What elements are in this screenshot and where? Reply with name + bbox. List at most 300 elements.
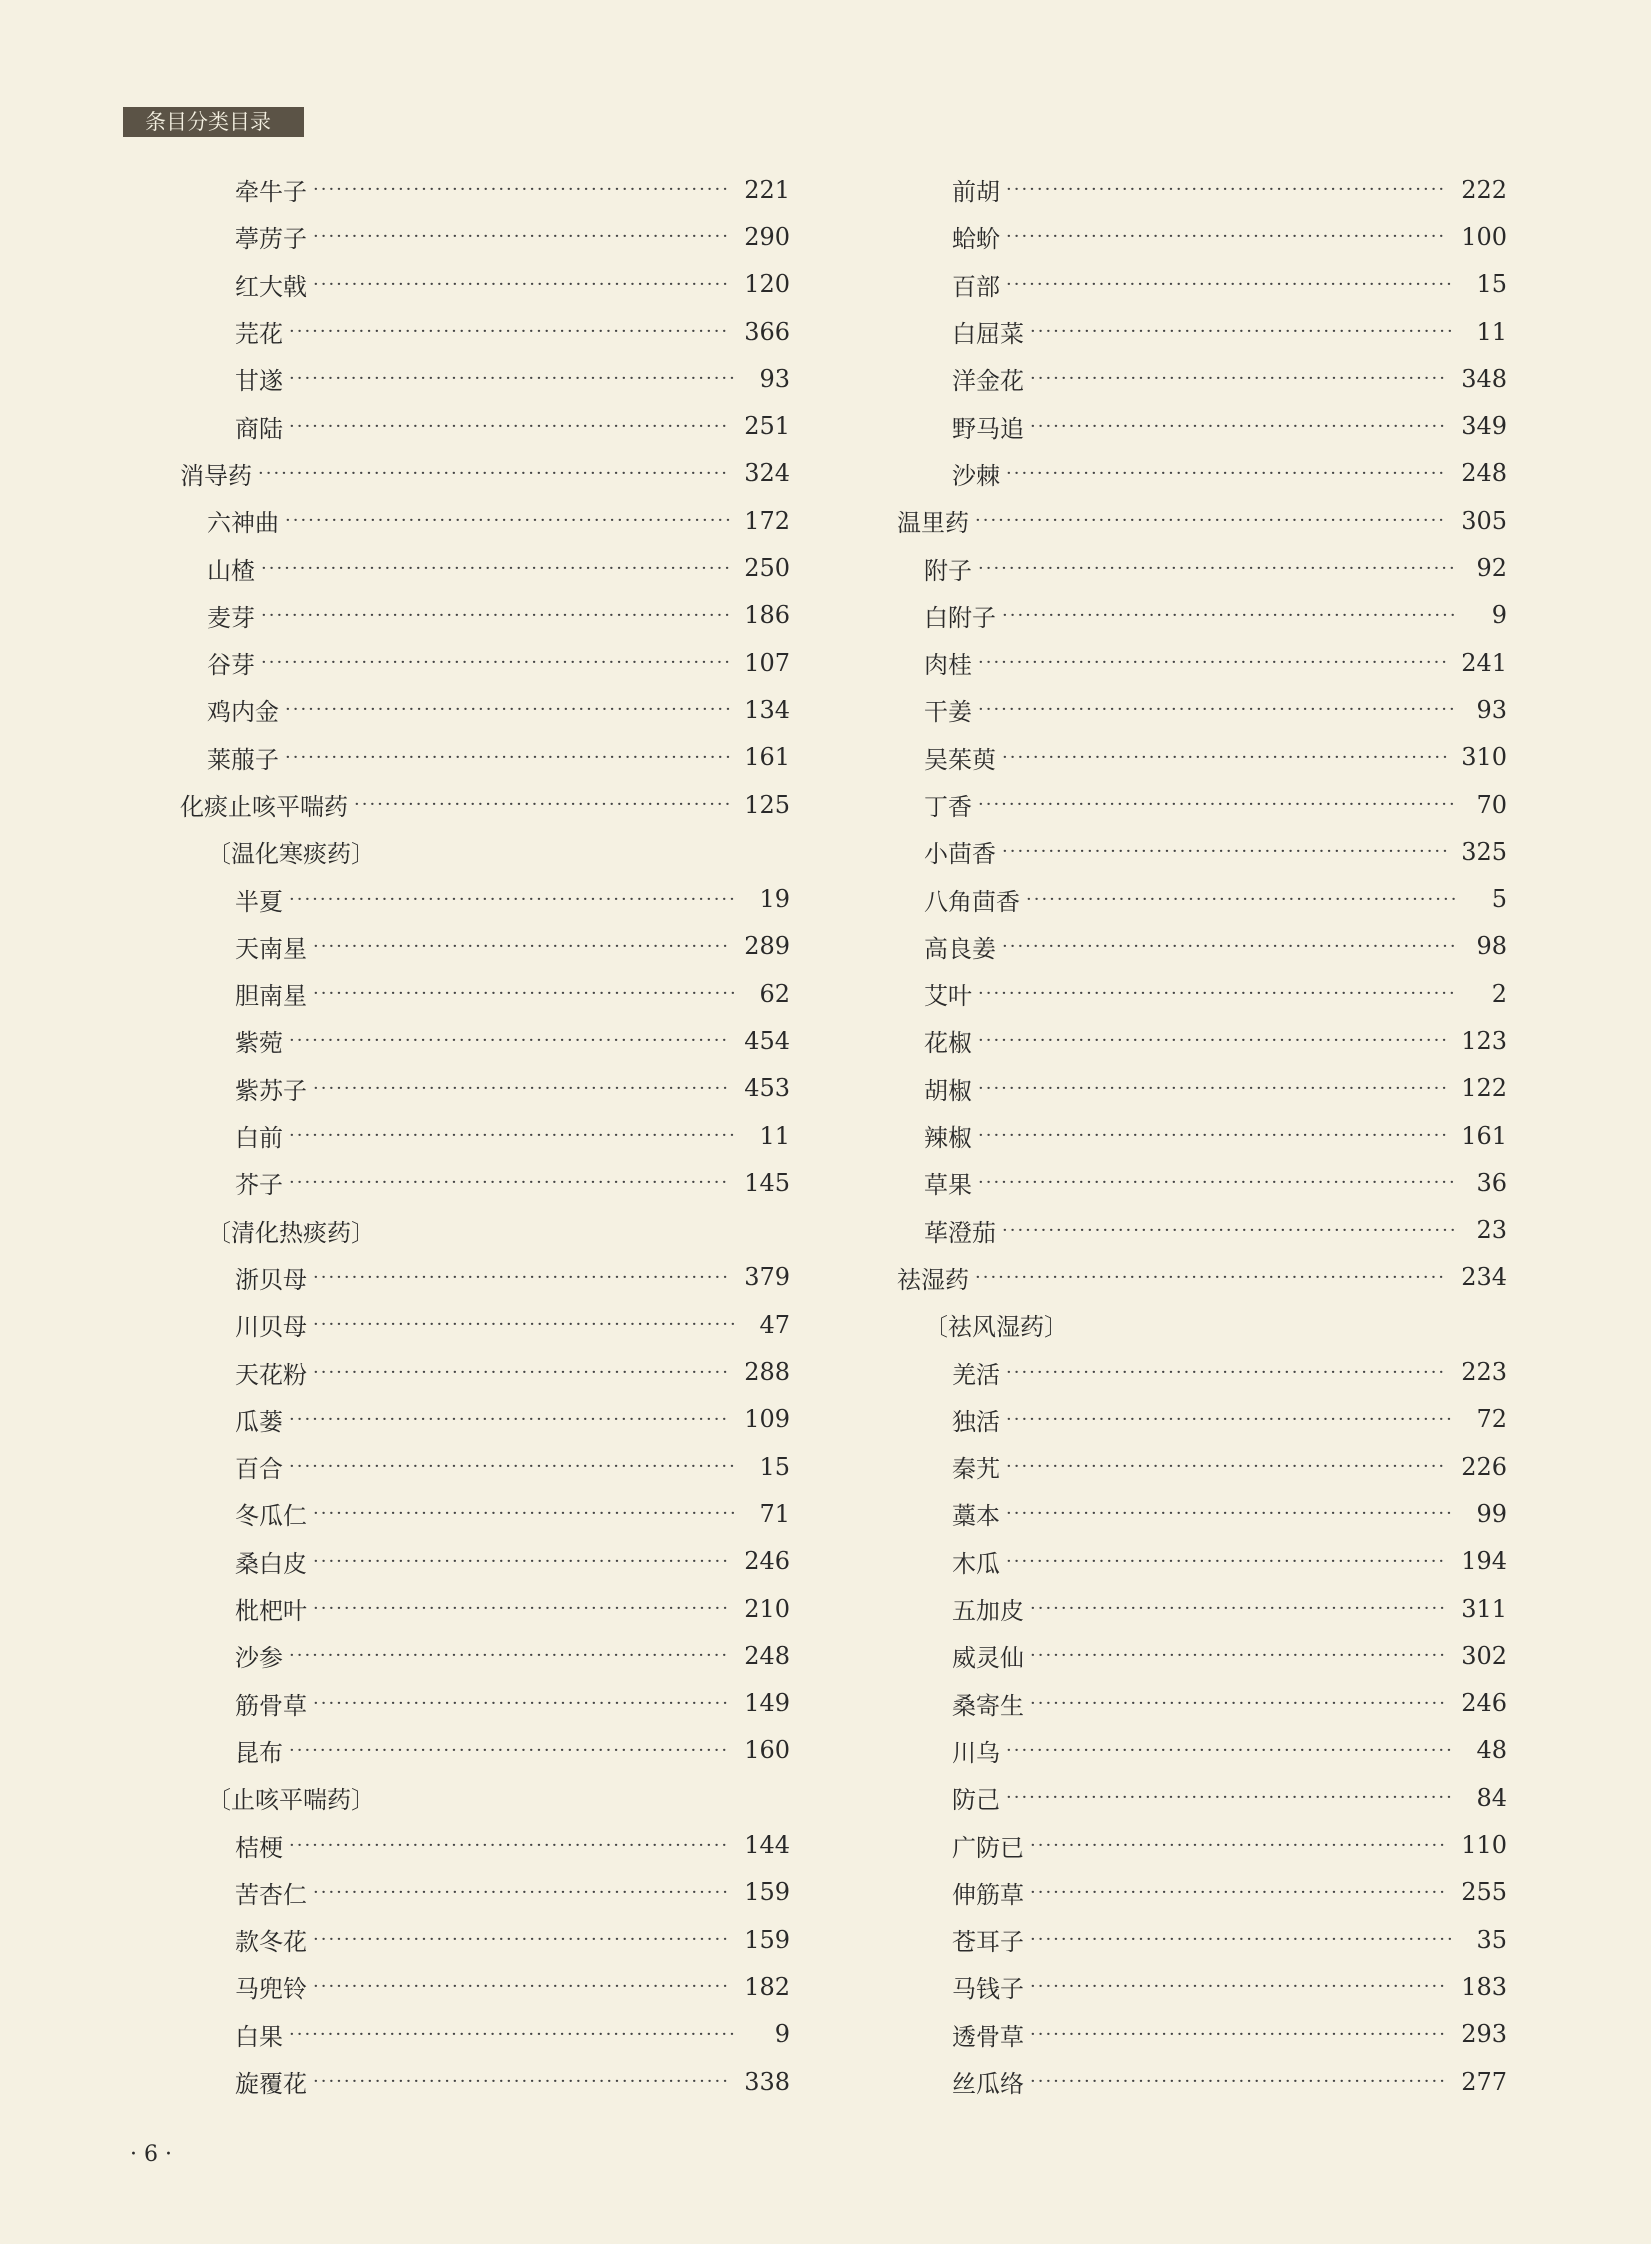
toc-entry-page: 62 <box>759 979 790 1008</box>
toc-entry[interactable] <box>180 1821 790 1868</box>
toc-leader-dots <box>1030 1882 1447 1903</box>
toc-entry-page: 84 <box>1476 1783 1507 1812</box>
toc-leader-dots <box>261 558 730 579</box>
toc-leader-dots <box>978 1078 1447 1099</box>
toc-entry[interactable] <box>897 781 1507 828</box>
toc-leader-dots <box>313 983 738 1004</box>
toc-entry[interactable] <box>897 166 1507 213</box>
toc-entry-page: 246 <box>744 1547 790 1576</box>
toc-entry-label: 辣椒 <box>924 1124 972 1153</box>
toc-entry[interactable] <box>180 544 790 591</box>
toc-entry-label: 草果 <box>924 1171 972 1200</box>
toc-entry-page: 98 <box>1476 932 1507 961</box>
toc-entry-label: 谷芽 <box>207 651 255 680</box>
toc-leader-dots <box>1006 1740 1455 1761</box>
toc-entry-page: 23 <box>1476 1216 1507 1245</box>
toc-subheading <box>180 1774 790 1821</box>
toc-entry-page: 36 <box>1476 1168 1507 1197</box>
toc-entry-label: 威灵仙 <box>952 1644 1024 1673</box>
toc-entry-page: 248 <box>1461 459 1507 488</box>
toc-entry[interactable] <box>180 2058 790 2105</box>
toc-entry-label: 艾叶 <box>924 982 972 1011</box>
toc-entry-page: 35 <box>1476 1925 1507 1954</box>
toc-entry-label: 广防已 <box>952 1833 1024 1862</box>
toc-leader-dots <box>1030 2024 1447 2045</box>
toc-entry-label: 芥子 <box>235 1171 283 1200</box>
toc-entry-label: 山楂 <box>207 556 255 585</box>
toc-leader-dots <box>1030 1929 1455 1950</box>
toc-leader-dots <box>289 1645 730 1666</box>
toc-leader-dots <box>289 416 730 437</box>
toc-entry-page: 120 <box>744 270 790 299</box>
toc-entry[interactable] <box>897 1916 1507 1963</box>
toc-entry-page: 93 <box>759 364 790 393</box>
toc-leader-dots <box>1006 1456 1447 1477</box>
toc-entry[interactable] <box>180 308 790 355</box>
toc-leader-dots <box>313 226 730 247</box>
toc-entry[interactable] <box>180 592 790 639</box>
toc-entry[interactable] <box>180 1396 790 1443</box>
toc-entry[interactable] <box>180 1443 790 1490</box>
toc-leader-dots <box>285 510 730 531</box>
toc-leader-dots <box>975 510 1447 531</box>
toc-leader-dots <box>289 1030 730 1051</box>
toc-leader-dots <box>978 1172 1455 1193</box>
toc-leader-dots <box>1006 1503 1455 1524</box>
toc-entry-page: 454 <box>744 1026 790 1055</box>
toc-entry-page: 226 <box>1461 1452 1507 1481</box>
toc-entry-page: 92 <box>1476 554 1507 583</box>
toc-entry[interactable] <box>897 1112 1507 1159</box>
toc-entry-label: 桑白皮 <box>235 1549 307 1578</box>
toc-entry-page: 302 <box>1461 1641 1507 1670</box>
toc-entry-page: 161 <box>1461 1121 1507 1150</box>
toc-entry-page: 348 <box>1461 364 1507 393</box>
toc-entry-label: 温里药 <box>897 509 969 538</box>
toc-leader-dots <box>1006 226 1447 247</box>
toc-entry-page: 349 <box>1461 412 1507 441</box>
toc-entry[interactable] <box>897 592 1507 639</box>
toc-entry[interactable] <box>180 970 790 1017</box>
toc-entry-page: 122 <box>1461 1074 1507 1103</box>
toc-leader-dots <box>289 1125 738 1146</box>
toc-entry[interactable] <box>180 686 790 733</box>
toc-entry-label: 麦芽 <box>207 603 255 632</box>
toc-entry-label: 附子 <box>924 556 972 585</box>
toc-leader-dots <box>1030 1976 1447 1997</box>
toc-leader-dots <box>978 652 1447 673</box>
toc-entry-page: 288 <box>744 1358 790 1387</box>
toc-entry-page: 19 <box>759 885 790 914</box>
toc-entry-label: 桑寄生 <box>952 1691 1024 1720</box>
toc-entry-label: 秦艽 <box>952 1455 1000 1484</box>
toc-entry[interactable] <box>180 1490 790 1537</box>
toc-leader-dots <box>289 2024 738 2045</box>
toc-entry-page: 15 <box>759 1452 790 1481</box>
toc-entry-page: 9 <box>1491 601 1507 630</box>
toc-entry-label: 羌活 <box>952 1360 1000 1389</box>
toc-entry[interactable] <box>897 1207 1507 1254</box>
toc-entry[interactable] <box>897 1490 1507 1537</box>
toc-entry-label: 蛤蚧 <box>952 225 1000 254</box>
toc-entry[interactable] <box>180 1254 790 1301</box>
toc-entry-label: 桔梗 <box>235 1833 283 1862</box>
toc-leader-dots <box>289 321 730 342</box>
toc-leader-dots <box>313 936 730 957</box>
toc-entry-label: 沙棘 <box>952 461 1000 490</box>
toc-entry-page: 72 <box>1476 1405 1507 1434</box>
toc-entry[interactable] <box>897 1774 1507 1821</box>
toc-entry[interactable] <box>180 1065 790 1112</box>
toc-entry-label: 花椒 <box>924 1029 972 1058</box>
toc-leader-dots <box>313 1598 730 1619</box>
toc-leader-dots <box>313 1362 730 1383</box>
toc-entry[interactable] <box>180 497 790 544</box>
toc-entry-label: 前胡 <box>952 178 1000 207</box>
toc-entry-label: 防己 <box>952 1786 1000 1815</box>
toc-entry[interactable] <box>180 1159 790 1206</box>
toc-entry[interactable] <box>897 1443 1507 1490</box>
toc-leader-dots <box>975 1267 1447 1288</box>
toc-entry[interactable] <box>180 166 790 213</box>
toc-entry[interactable] <box>897 2058 1507 2105</box>
toc-entry-page: 11 <box>1476 317 1507 346</box>
toc-leader-dots <box>1002 747 1447 768</box>
toc-leader-dots <box>978 983 1455 1004</box>
toc-entry-label: 沙参 <box>235 1644 283 1673</box>
toc-leader-dots <box>1030 321 1455 342</box>
toc-leader-dots <box>313 1976 730 1997</box>
toc-entry[interactable] <box>180 1727 790 1774</box>
toc-leader-dots <box>1006 1409 1455 1430</box>
toc-entry-page: 5 <box>1491 885 1507 914</box>
toc-entry-label: 马钱子 <box>952 1975 1024 2004</box>
toc-entry-page: 93 <box>1476 695 1507 724</box>
toc-entry[interactable] <box>180 1538 790 1585</box>
toc-subheading <box>180 1207 790 1254</box>
toc-leader-dots <box>978 699 1455 720</box>
toc-entry-label: 洋金花 <box>952 367 1024 396</box>
toc-entry-label: 红大戟 <box>235 272 307 301</box>
toc-entry[interactable] <box>180 781 790 828</box>
toc-entry[interactable] <box>180 1680 790 1727</box>
toc-entry[interactable] <box>180 1112 790 1159</box>
toc-entry-page: 149 <box>744 1689 790 1718</box>
toc-entry-page: 47 <box>759 1310 790 1339</box>
toc-leader-dots <box>313 1503 738 1524</box>
toc-entry[interactable] <box>897 1680 1507 1727</box>
toc-entry-page: 9 <box>774 2020 790 2049</box>
toc-entry-label: 〔止咳平喘药〕 <box>207 1786 375 1815</box>
toc-leader-dots <box>313 2071 730 2092</box>
toc-entry[interactable] <box>897 970 1507 1017</box>
toc-leader-dots <box>1030 368 1447 389</box>
toc-entry-label: 伸筋草 <box>952 1880 1024 1909</box>
toc-entry-label: 六神曲 <box>207 509 279 538</box>
toc-entry[interactable] <box>180 1017 790 1064</box>
toc-entry-label: 紫苏子 <box>235 1076 307 1105</box>
toc-leader-dots <box>313 1882 730 1903</box>
toc-entry-page: 182 <box>744 1972 790 2001</box>
toc-entry-label: 百合 <box>235 1455 283 1484</box>
toc-entry-page: 100 <box>1461 222 1507 251</box>
toc-entry-label: 商陆 <box>235 414 283 443</box>
toc-entry-page: 161 <box>744 743 790 772</box>
toc-entry[interactable] <box>180 450 790 497</box>
toc-entry[interactable] <box>897 1538 1507 1585</box>
toc-entry[interactable] <box>180 1869 790 1916</box>
toc-entry[interactable] <box>897 402 1507 449</box>
toc-entry-label: 冬瓜仁 <box>235 1502 307 1531</box>
toc-entry[interactable] <box>897 450 1507 497</box>
toc-entry[interactable] <box>897 261 1507 308</box>
toc-entry-label: 白附子 <box>924 603 996 632</box>
toc-leader-dots <box>289 1456 738 1477</box>
toc-entry-label: 百部 <box>952 272 1000 301</box>
toc-entry-page: 338 <box>744 2067 790 2096</box>
toc-entry[interactable] <box>897 639 1507 686</box>
toc-entry-label: 干姜 <box>924 698 972 727</box>
toc-entry[interactable] <box>897 355 1507 402</box>
toc-entry-page: 453 <box>744 1074 790 1103</box>
toc-subheading <box>897 1301 1507 1348</box>
toc-entry-label: 天南星 <box>235 934 307 963</box>
toc-entry-page: 109 <box>744 1405 790 1434</box>
toc-leader-dots <box>1006 179 1447 200</box>
toc-leader-dots <box>1030 1835 1447 1856</box>
toc-entry-label: 芫花 <box>235 320 283 349</box>
toc-entry[interactable] <box>180 1916 790 1963</box>
toc-entry-page: 160 <box>744 1736 790 1765</box>
toc-entry-label: 八角茴香 <box>924 887 1020 916</box>
toc-entry[interactable] <box>897 1585 1507 1632</box>
toc-entry-page: 250 <box>744 554 790 583</box>
toc-entry-page: 293 <box>1461 2020 1507 2049</box>
toc-entry[interactable] <box>897 1396 1507 1443</box>
toc-entry-label: 小茴香 <box>924 840 996 869</box>
toc-entry[interactable] <box>897 544 1507 591</box>
toc-entry-label: 胆南星 <box>235 982 307 1011</box>
toc-entry-page: 210 <box>744 1594 790 1623</box>
toc-leader-dots <box>1030 416 1447 437</box>
toc-entry[interactable] <box>180 1301 790 1348</box>
toc-entry[interactable] <box>897 923 1507 970</box>
toc-entry-label: 牵牛子 <box>235 178 307 207</box>
toc-entry[interactable] <box>897 1065 1507 1112</box>
toc-entry[interactable] <box>897 1869 1507 1916</box>
toc-entry[interactable] <box>897 497 1507 544</box>
toc-leader-dots <box>978 558 1455 579</box>
toc-entry-label: 半夏 <box>235 887 283 916</box>
toc-entry-page: 145 <box>744 1168 790 1197</box>
toc-entry[interactable] <box>180 2011 790 2058</box>
toc-leader-dots <box>1006 1787 1455 1808</box>
toc-entry[interactable] <box>897 1821 1507 1868</box>
toc-entry-page: 277 <box>1461 2067 1507 2096</box>
toc-entry-label: 川贝母 <box>235 1313 307 1342</box>
toc-leader-dots <box>261 652 730 673</box>
toc-leader-dots <box>258 463 730 484</box>
toc-entry-label: 苦杏仁 <box>235 1880 307 1909</box>
toc-entry[interactable] <box>180 1963 790 2010</box>
toc-entry-page: 2 <box>1491 979 1507 1008</box>
toc-right-column <box>897 166 1507 2105</box>
toc-entry[interactable] <box>897 1348 1507 1395</box>
toc-entry[interactable] <box>897 1963 1507 2010</box>
toc-entry[interactable] <box>897 686 1507 733</box>
toc-leader-dots <box>313 1929 730 1950</box>
toc-entry[interactable] <box>897 308 1507 355</box>
toc-entry-label: 〔祛风湿药〕 <box>924 1313 1068 1342</box>
toc-entry[interactable] <box>180 213 790 260</box>
toc-entry-label: 消导药 <box>180 461 252 490</box>
toc-entry-label: 肉桂 <box>924 651 972 680</box>
toc-entry[interactable] <box>180 1348 790 1395</box>
toc-leader-dots <box>1030 1645 1447 1666</box>
toc-entry-page: 99 <box>1476 1499 1507 1528</box>
toc-entry[interactable] <box>897 1017 1507 1064</box>
toc-entry-page: 305 <box>1461 506 1507 535</box>
toc-entry-label: 高良姜 <box>924 934 996 963</box>
toc-entry[interactable] <box>897 1159 1507 1206</box>
toc-entry[interactable] <box>897 2011 1507 2058</box>
toc-entry-page: 183 <box>1461 1972 1507 2001</box>
toc-leader-dots <box>261 605 730 626</box>
toc-entry-page: 290 <box>744 222 790 251</box>
toc-left-column <box>180 166 790 2105</box>
toc-entry[interactable] <box>897 1254 1507 1301</box>
toc-entry-page: 234 <box>1461 1263 1507 1292</box>
toc-leader-dots <box>313 1078 730 1099</box>
toc-leader-dots <box>1006 463 1447 484</box>
toc-leader-dots <box>289 1835 730 1856</box>
toc-leader-dots <box>978 1030 1447 1051</box>
toc-leader-dots <box>313 1551 730 1572</box>
toc-entry[interactable] <box>180 639 790 686</box>
toc-entry-label: 化痰止咳平喘药 <box>180 793 348 821</box>
toc-entry-page: 125 <box>744 790 790 819</box>
toc-leader-dots <box>1006 274 1455 295</box>
toc-entry-page: 324 <box>744 459 790 488</box>
toc-entry-page: 222 <box>1461 175 1507 204</box>
toc-entry-label: 莱菔子 <box>207 745 279 774</box>
toc-leader-dots <box>313 1267 730 1288</box>
toc-leader-dots <box>1002 605 1455 626</box>
toc-entry-label: 紫菀 <box>235 1029 283 1058</box>
toc-entry-page: 48 <box>1476 1736 1507 1765</box>
toc-entry-label: 旋覆花 <box>235 2070 307 2099</box>
toc-leader-dots <box>1026 889 1455 910</box>
toc-entry-label: 木瓜 <box>952 1549 1000 1578</box>
toc-entry-label: 丝瓜络 <box>952 2070 1024 2099</box>
toc-leader-dots <box>285 747 730 768</box>
toc-entry[interactable] <box>897 875 1507 922</box>
toc-entry-page: 366 <box>744 317 790 346</box>
toc-entry-label: 藁本 <box>952 1502 1000 1531</box>
toc-entry-page: 255 <box>1461 1878 1507 1907</box>
toc-subheading <box>180 828 790 875</box>
toc-leader-dots <box>1002 936 1455 957</box>
toc-entry[interactable] <box>180 261 790 308</box>
toc-entry[interactable] <box>180 355 790 402</box>
toc-entry[interactable] <box>897 828 1507 875</box>
toc-entry-label: 丁香 <box>924 793 972 821</box>
toc-entry-label: 白果 <box>235 2022 283 2051</box>
toc-entry[interactable] <box>897 1632 1507 1679</box>
toc-entry-label: 白屈菜 <box>952 320 1024 349</box>
toc-entry-page: 379 <box>744 1263 790 1292</box>
toc-entry-label: 胡椒 <box>924 1076 972 1105</box>
toc-entry-page: 159 <box>744 1878 790 1907</box>
toc-entry[interactable] <box>180 1585 790 1632</box>
toc-entry-page: 134 <box>744 695 790 724</box>
toc-entry-page: 186 <box>744 601 790 630</box>
toc-entry-label: 五加皮 <box>952 1597 1024 1626</box>
toc-entry-label: 昆布 <box>235 1738 283 1767</box>
toc-leader-dots <box>1030 1598 1447 1619</box>
toc-entry-label: 〔清化热痰药〕 <box>207 1218 375 1247</box>
toc-entry-label: 浙贝母 <box>235 1265 307 1294</box>
toc-entry-page: 70 <box>1476 790 1507 819</box>
toc-entry[interactable] <box>897 734 1507 781</box>
toc-leader-dots <box>978 794 1455 815</box>
toc-leader-dots <box>289 1409 730 1430</box>
toc-leader-dots <box>1002 1220 1455 1241</box>
toc-entry[interactable] <box>180 875 790 922</box>
toc-entry-label: 白前 <box>235 1124 283 1153</box>
toc-entry-page: 223 <box>1461 1358 1507 1387</box>
toc-entry-page: 311 <box>1461 1594 1507 1623</box>
toc-leader-dots <box>1030 2071 1447 2092</box>
toc-entry[interactable] <box>180 402 790 449</box>
toc-entry-label: 马兜铃 <box>235 1975 307 2004</box>
toc-entry-label: 吴茱萸 <box>924 745 996 774</box>
toc-entry-page: 11 <box>759 1121 790 1150</box>
toc-entry-page: 110 <box>1461 1831 1507 1860</box>
toc-entry[interactable] <box>180 923 790 970</box>
toc-entry[interactable] <box>897 213 1507 260</box>
toc-entry-page: 15 <box>1476 270 1507 299</box>
toc-entry-page: 123 <box>1461 1026 1507 1055</box>
toc-entry-page: 107 <box>744 648 790 677</box>
toc-entry-label: 枇杷叶 <box>235 1597 307 1626</box>
toc-entry-label: 川乌 <box>952 1738 1000 1767</box>
toc-leader-dots <box>1006 1551 1447 1572</box>
toc-leader-dots <box>289 368 738 389</box>
toc-entry-page: 159 <box>744 1925 790 1954</box>
toc-entry-page: 194 <box>1461 1547 1507 1576</box>
toc-entry-label: 苍耳子 <box>952 1928 1024 1957</box>
page-number: · 6 · <box>130 2142 172 2167</box>
toc-entry-page: 251 <box>744 412 790 441</box>
toc-entry[interactable] <box>897 1727 1507 1774</box>
section-header-tag: 条目分类目录 <box>123 107 304 137</box>
toc-entry-page: 221 <box>744 175 790 204</box>
toc-entry-label: 葶苈子 <box>235 225 307 254</box>
toc-entry-label: 透骨草 <box>952 2022 1024 2051</box>
toc-entry[interactable] <box>180 1632 790 1679</box>
toc-leader-dots <box>313 1314 738 1335</box>
toc-entry-label: 独活 <box>952 1407 1000 1436</box>
toc-entry-page: 310 <box>1461 743 1507 772</box>
toc-entry-page: 246 <box>1461 1689 1507 1718</box>
toc-entry-page: 248 <box>744 1641 790 1670</box>
toc-entry-label: 野马追 <box>952 414 1024 443</box>
toc-entry[interactable] <box>180 734 790 781</box>
toc-entry-label: 天花粉 <box>235 1360 307 1389</box>
toc-entry-page: 144 <box>744 1831 790 1860</box>
toc-entry-page: 71 <box>759 1499 790 1528</box>
